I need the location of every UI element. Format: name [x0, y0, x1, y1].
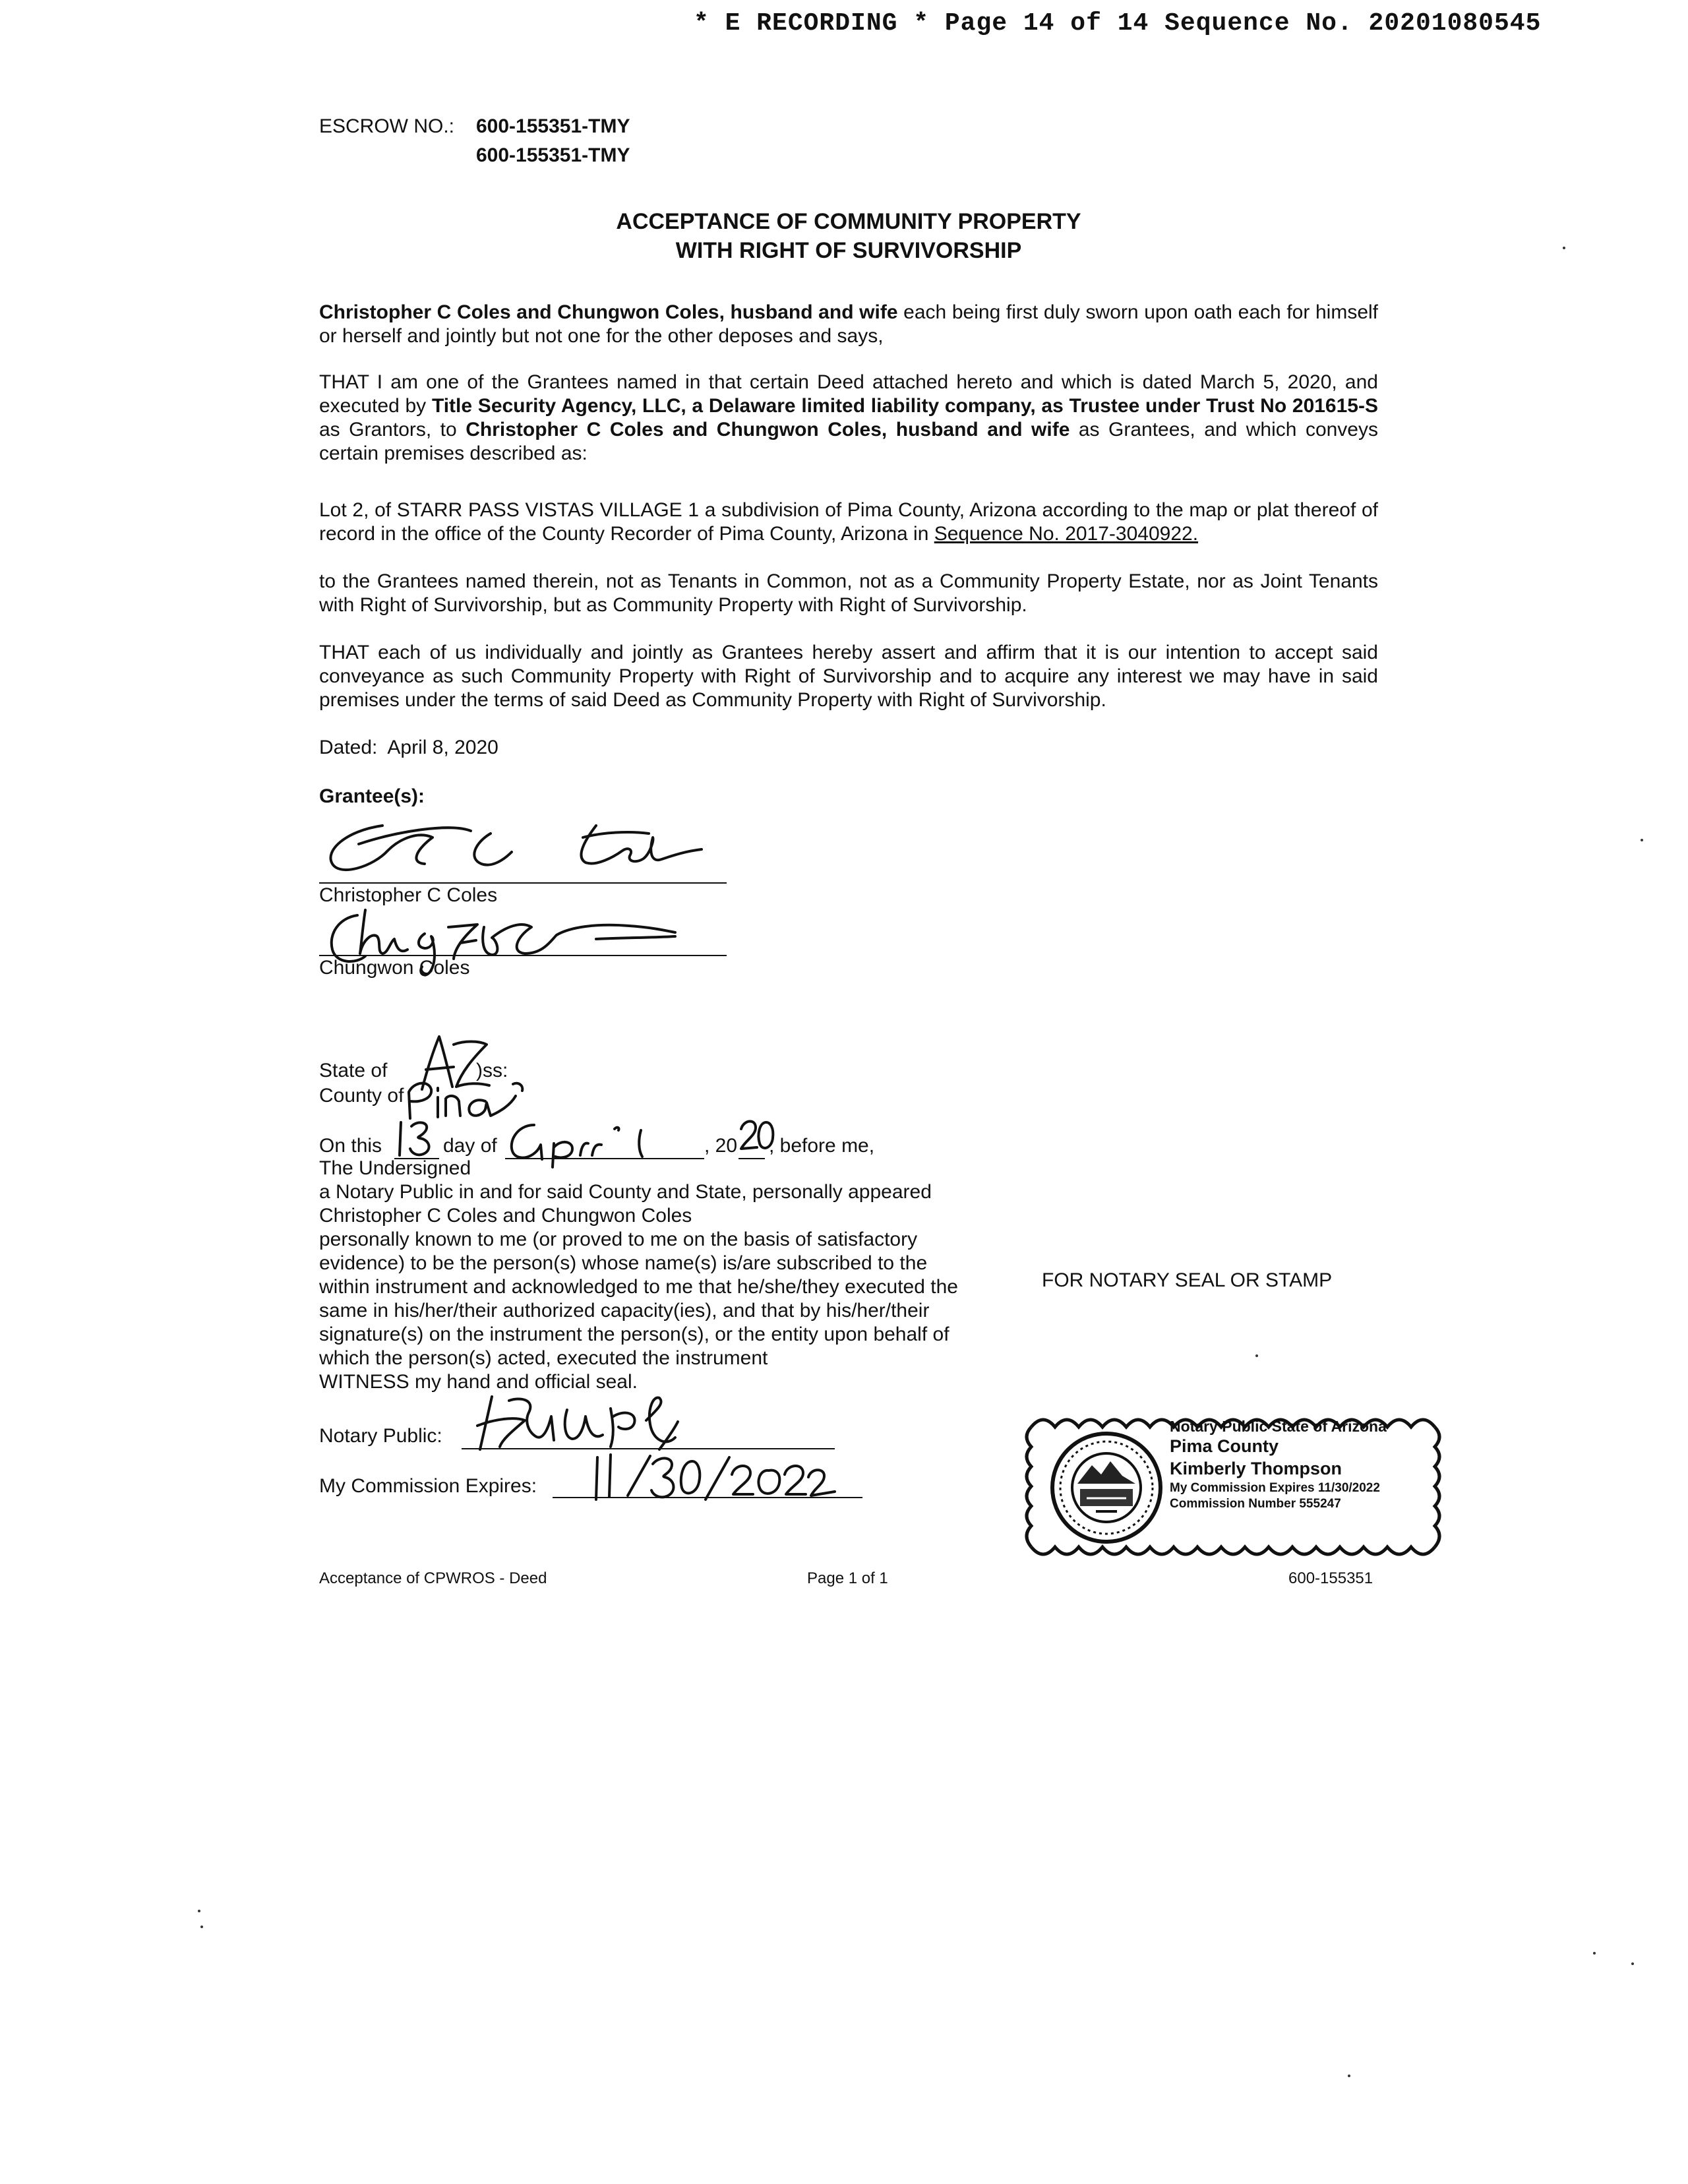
footer-page: Page 1 of 1 — [807, 1569, 888, 1587]
oath-text: each being first duly sworn upon oath each for himself or herself and jointly but not one for the other deposes and says, — [319, 301, 1379, 347]
grantees-label: Grantee(s): — [319, 785, 425, 807]
escrow-number-2: 600-155351-TMY — [476, 144, 630, 166]
month-handwritten — [504, 1116, 702, 1168]
grantor-name: Title Security Agency, LLC, a Delaware limited liability company, as Trustee under Trust No 201615-S — [431, 395, 1378, 417]
parties-names: Christopher C Coles and Chungwon Coles, husband and wife — [319, 301, 898, 323]
scan-speck — [1641, 839, 1643, 841]
dated-line: Dated: April 8, 2020 — [319, 737, 498, 758]
day-of-label: day of — [443, 1135, 497, 1157]
commission-label: My Commission Expires: — [319, 1475, 537, 1497]
title-line-1: ACCEPTANCE OF COMMUNITY PROPERTY — [616, 209, 1081, 234]
scan-speck — [1593, 1952, 1596, 1955]
month-line — [505, 1158, 704, 1159]
notary-text-7: signature(s) on the instrument the person(s), or the entity upon behalf of — [319, 1323, 950, 1345]
notary-signature — [462, 1383, 686, 1456]
county-label: County of — [319, 1085, 404, 1107]
recording-header: * E RECORDING * Page 14 of 14 Sequence No. 20201080545 — [694, 9, 1542, 38]
day-handwritten — [393, 1117, 446, 1161]
on-this-label: On this — [319, 1135, 382, 1157]
commission-line — [553, 1497, 862, 1498]
grantee-names: Christopher C Coles and Chungwon Coles, husband and wife — [466, 419, 1070, 440]
state-label: State of — [319, 1060, 388, 1081]
footer-right: 600-155351 — [1288, 1569, 1373, 1587]
grantee1-signature — [319, 811, 741, 890]
stamp-line-2: Pima County — [1170, 1436, 1279, 1456]
grantee-text-3: as Grantees, and which conveys certain premises described as: — [319, 419, 1378, 464]
scan-speck — [1563, 247, 1565, 249]
document-title — [319, 207, 1378, 265]
legal-description — [319, 499, 1378, 546]
notary-stamp — [1023, 1406, 1445, 1564]
stamp-commission-number: Commission Number 555247 — [1170, 1497, 1341, 1511]
grantee1-name: Christopher C Coles — [319, 884, 498, 906]
sequence-number: Sequence No. 2017-3040922. — [934, 523, 1199, 545]
undersigned-label: The Undersigned — [319, 1157, 471, 1179]
notary-text-1: a Notary Public in and for said County and State, personally appeared — [319, 1181, 932, 1203]
seal-area-label: FOR NOTARY SEAL OR STAMP — [1042, 1269, 1333, 1291]
year-prefix: , 20 — [704, 1135, 738, 1157]
stamp-notary-name: Kimberly Thompson — [1170, 1459, 1342, 1478]
appeared-names: Christopher C Coles and Chungwon Coles — [319, 1205, 692, 1227]
ss-label: )ss: — [476, 1060, 508, 1081]
title-line-2: WITH RIGHT OF SURVIVORSHIP — [675, 238, 1022, 263]
oath-paragraph — [319, 301, 1378, 348]
scan-speck — [198, 1910, 200, 1912]
footer-left: Acceptance of CPWROS - Deed — [319, 1569, 547, 1587]
escrow-label: ESCROW NO.: — [319, 115, 455, 137]
legal-description-text: Lot 2, of STARR PASS VISTAS VILLAGE 1 a subdivision of Pima County, Arizona according to the map or plat thereof of record in the office of the County Recorder of Pima County, Arizona in — [319, 499, 1378, 545]
scan-speck — [1348, 2075, 1350, 2077]
year-line — [738, 1158, 765, 1159]
scan-speck — [200, 1926, 203, 1928]
scan-speck — [1631, 1962, 1634, 1965]
witness-line: WITNESS my hand and official seal. — [319, 1371, 638, 1393]
before-me-label: , before me, — [769, 1135, 875, 1157]
notary-text-8: which the person(s) acted, executed the instrument — [319, 1347, 768, 1369]
notary-public-label: Notary Public: — [319, 1425, 442, 1447]
tenancy-paragraph: to the Grantees named therein, not as Tenants in Common, not as a Community Property Estate, nor as Joint Tenants with Right of Survivorship, but as Community Property with Right of Survivorship. — [319, 570, 1378, 616]
grantee-paragraph — [319, 371, 1378, 466]
notary-text-6: same in his/her/their authorized capacity(ies), and that by his/her/their — [319, 1300, 930, 1321]
grantee-text-2: as Grantors, to — [319, 419, 466, 440]
commission-date-handwritten — [587, 1448, 837, 1507]
stamp-commission-expires: My Commission Expires 11/30/2022 — [1170, 1481, 1380, 1495]
grantee-text-1: THAT I am one of the Grantees named in that certain Deed attached hereto and which is dated March 5, 2020, and executed by — [319, 371, 1378, 417]
scan-speck — [1255, 1354, 1258, 1357]
notary-text-4: evidence) to be the person(s) whose name(s) is/are subscribed to the — [319, 1252, 928, 1274]
affirmation-paragraph: THAT each of us individually and jointly as Grantees hereby assert and affirm that it is our intention to accept said conveyance as such Community Property with Right of Survivorship and to acquire any interest we may have in said premises under the terms of said Deed as Community Property with Right of Survivorship. — [319, 642, 1378, 711]
escrow-number-1: 600-155351-TMY — [476, 115, 630, 137]
notary-text-5: within instrument and acknowledged to me that he/she/they executed the — [319, 1276, 958, 1298]
grantee2-name: Chungwon Coles — [319, 957, 470, 979]
stamp-line-1: Notary Public State of Arizona — [1170, 1418, 1387, 1435]
notary-text-3: personally known to me (or proved to me on the basis of satisfactory — [319, 1228, 918, 1250]
